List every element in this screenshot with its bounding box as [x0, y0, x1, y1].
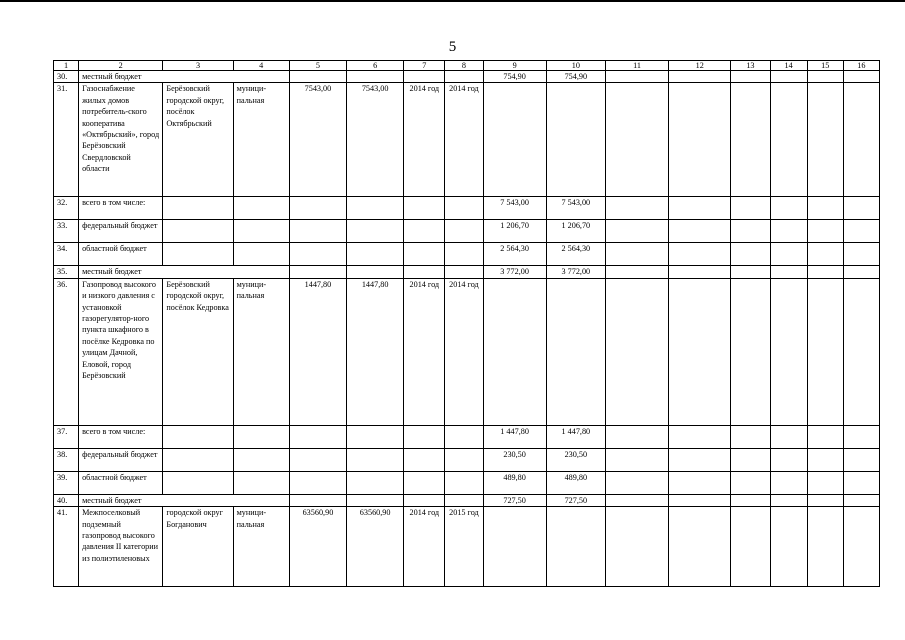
empty-cell: [807, 278, 843, 425]
cell-col6: 1447,80: [347, 278, 404, 425]
cell-col9: 1 206,70: [483, 220, 546, 243]
column-header: 15: [807, 61, 843, 71]
table-row: [54, 425, 880, 448]
empty-cell: [669, 471, 731, 494]
empty-cell: [669, 507, 731, 587]
cell-col9: 3 772,00: [483, 266, 546, 278]
column-header: 12: [669, 61, 731, 71]
row-place: [163, 243, 233, 266]
empty-cell: [807, 425, 843, 448]
cell-col10: 3 772,00: [546, 266, 605, 278]
row-ownership: [233, 197, 289, 220]
cell-col7: [404, 220, 445, 243]
cell-col5: 1447,80: [289, 278, 346, 425]
cell-col8: [445, 71, 483, 83]
empty-cell: [731, 266, 770, 278]
row-ownership: муници-пальная: [233, 83, 289, 197]
row-number: 34.: [54, 243, 79, 266]
empty-cell: [770, 425, 807, 448]
row-number: 40.: [54, 494, 79, 506]
cell-col8: [445, 494, 483, 506]
row-ownership: муници-пальная: [233, 278, 289, 425]
cell-col10: 230,50: [546, 448, 605, 471]
cell-col8: [445, 448, 483, 471]
empty-cell: [731, 448, 770, 471]
empty-cell: [770, 83, 807, 197]
empty-cell: [669, 266, 731, 278]
empty-cell: [605, 494, 668, 506]
row-ownership: [233, 425, 289, 448]
top-border-line: [0, 0, 905, 2]
empty-cell: [843, 494, 879, 506]
cell-col7: [404, 197, 445, 220]
cell-col6: [347, 494, 404, 506]
cell-col6: [347, 71, 404, 83]
empty-cell: [770, 448, 807, 471]
cell-col7: 2014 год: [404, 83, 445, 197]
cell-col7: [404, 425, 445, 448]
cell-col9: 7 543,00: [483, 197, 546, 220]
table-row: [54, 243, 880, 266]
empty-cell: [770, 197, 807, 220]
cell-col9: 1 447,80: [483, 425, 546, 448]
cell-col5: 63560,90: [289, 507, 346, 587]
empty-cell: [770, 71, 807, 83]
row-number: 37.: [54, 425, 79, 448]
cell-col7: [404, 471, 445, 494]
row-ownership: [233, 243, 289, 266]
row-number: 39.: [54, 471, 79, 494]
page-number: 5: [448, 39, 457, 55]
cell-col10: 489,80: [546, 471, 605, 494]
cell-col5: [289, 448, 346, 471]
row-number: 33.: [54, 220, 79, 243]
empty-cell: [605, 448, 668, 471]
row-name: Межпоселковый подземный газопровод высокого давления II категории из полиэтиленовых: [79, 507, 163, 587]
row-name: областной бюджет: [79, 471, 163, 494]
cell-col7: 2014 год: [404, 278, 445, 425]
cell-col5: [289, 471, 346, 494]
empty-cell: [605, 220, 668, 243]
empty-cell: [807, 197, 843, 220]
cell-col5: [289, 71, 346, 83]
empty-cell: [807, 494, 843, 506]
table-row: [54, 83, 880, 197]
cell-col5: [289, 197, 346, 220]
cell-col6: [347, 197, 404, 220]
column-header: 7: [404, 61, 445, 71]
empty-cell: [770, 471, 807, 494]
empty-cell: [605, 266, 668, 278]
empty-cell: [731, 220, 770, 243]
table-row: [54, 71, 880, 83]
column-header: 9: [483, 61, 546, 71]
cell-col8: 2014 год: [445, 278, 483, 425]
cell-col10: 1 206,70: [546, 220, 605, 243]
row-number: 41.: [54, 507, 79, 587]
column-header: 14: [770, 61, 807, 71]
empty-cell: [843, 507, 879, 587]
empty-cell: [605, 71, 668, 83]
row-number: 30.: [54, 71, 79, 83]
cell-col10: [546, 278, 605, 425]
empty-cell: [843, 243, 879, 266]
cell-col8: [445, 220, 483, 243]
empty-cell: [770, 494, 807, 506]
row-name: областной бюджет: [79, 243, 163, 266]
empty-cell: [605, 278, 668, 425]
cell-col8: [445, 266, 483, 278]
cell-col9: [483, 83, 546, 197]
empty-cell: [731, 425, 770, 448]
cell-col10: 727,50: [546, 494, 605, 506]
cell-col10: 2 564,30: [546, 243, 605, 266]
row-place: Берёзовский городской округ, посёлок Октябрьский: [163, 83, 233, 197]
empty-cell: [770, 243, 807, 266]
table-row: [54, 220, 880, 243]
cell-col8: [445, 243, 483, 266]
row-place: [163, 220, 233, 243]
column-header: 4: [233, 61, 289, 71]
empty-cell: [669, 494, 731, 506]
empty-cell: [731, 243, 770, 266]
table-row: [54, 266, 880, 278]
budget-table: [53, 60, 880, 587]
cell-col7: [404, 243, 445, 266]
cell-col8: 2014 год: [445, 83, 483, 197]
table-row: [54, 494, 880, 506]
cell-col5: [289, 220, 346, 243]
cell-col9: 754,90: [483, 71, 546, 83]
column-header: 8: [445, 61, 483, 71]
row-name: местный бюджет: [79, 494, 290, 506]
row-number: 36.: [54, 278, 79, 425]
empty-cell: [770, 278, 807, 425]
cell-col6: [347, 243, 404, 266]
row-place: Берёзовский городской округ, посёлок Кедровка: [163, 278, 233, 425]
empty-cell: [731, 471, 770, 494]
column-header: 16: [843, 61, 879, 71]
table-row: [54, 448, 880, 471]
empty-cell: [669, 220, 731, 243]
cell-col5: 7543,00: [289, 83, 346, 197]
column-header: 1: [54, 61, 79, 71]
row-ownership: [233, 220, 289, 243]
empty-cell: [605, 471, 668, 494]
cell-col9: [483, 278, 546, 425]
empty-cell: [843, 83, 879, 197]
empty-cell: [605, 507, 668, 587]
empty-cell: [669, 71, 731, 83]
column-header: 2: [79, 61, 163, 71]
cell-col5: [289, 243, 346, 266]
empty-cell: [807, 83, 843, 197]
empty-cell: [731, 494, 770, 506]
row-number: 38.: [54, 448, 79, 471]
cell-col7: [404, 494, 445, 506]
empty-cell: [731, 71, 770, 83]
cell-col6: [347, 425, 404, 448]
table-row: [54, 507, 880, 587]
empty-cell: [605, 83, 668, 197]
cell-col10: [546, 507, 605, 587]
empty-cell: [843, 471, 879, 494]
cell-col9: 727,50: [483, 494, 546, 506]
cell-col10: 754,90: [546, 71, 605, 83]
table-row: [54, 278, 880, 425]
row-number: 31.: [54, 83, 79, 197]
column-header: 10: [546, 61, 605, 71]
empty-cell: [731, 197, 770, 220]
empty-cell: [843, 71, 879, 83]
empty-cell: [770, 220, 807, 243]
empty-cell: [770, 507, 807, 587]
empty-cell: [605, 197, 668, 220]
row-place: [163, 448, 233, 471]
row-number: 35.: [54, 266, 79, 278]
cell-col6: 63560,90: [347, 507, 404, 587]
empty-cell: [807, 507, 843, 587]
empty-cell: [807, 71, 843, 83]
row-ownership: [233, 448, 289, 471]
cell-col10: 7 543,00: [546, 197, 605, 220]
empty-cell: [669, 197, 731, 220]
table-row: [54, 471, 880, 494]
empty-cell: [843, 448, 879, 471]
row-name: всего в том числе:: [79, 197, 163, 220]
row-name: федеральный бюджет: [79, 448, 163, 471]
row-name: всего в том числе:: [79, 425, 163, 448]
empty-cell: [807, 220, 843, 243]
cell-col6: [347, 220, 404, 243]
empty-cell: [669, 243, 731, 266]
column-header: 13: [731, 61, 770, 71]
cell-col7: [404, 71, 445, 83]
cell-col7: [404, 448, 445, 471]
cell-col8: [445, 471, 483, 494]
cell-col8: [445, 197, 483, 220]
row-name: местный бюджет: [79, 266, 290, 278]
cell-col9: [483, 507, 546, 587]
column-header: 11: [605, 61, 668, 71]
empty-cell: [807, 243, 843, 266]
cell-col10: 1 447,80: [546, 425, 605, 448]
row-name: Газоснабжение жилых домов потребитель-ского кооператива «Октябрьский», город Берёзовский Свердловской области: [79, 83, 163, 197]
empty-cell: [605, 425, 668, 448]
cell-col6: [347, 471, 404, 494]
cell-col8: [445, 425, 483, 448]
row-ownership: муници-пальная: [233, 507, 289, 587]
cell-col7: 2014 год: [404, 507, 445, 587]
table-row: [54, 197, 880, 220]
row-name: Газопровод высокого и низкого давления с установкой газорегулятор-ного пункта шкафного в посёлке Кедровка по улицам Дачной, Еловой, город Берёзовский: [79, 278, 163, 425]
cell-col8: 2015 год: [445, 507, 483, 587]
cell-col9: 489,80: [483, 471, 546, 494]
cell-col6: [347, 448, 404, 471]
cell-col5: [289, 494, 346, 506]
cell-col5: [289, 266, 346, 278]
empty-cell: [843, 425, 879, 448]
empty-cell: [731, 83, 770, 197]
empty-cell: [731, 507, 770, 587]
cell-col9: 2 564,30: [483, 243, 546, 266]
column-header: 5: [289, 61, 346, 71]
empty-cell: [731, 278, 770, 425]
empty-cell: [843, 197, 879, 220]
empty-cell: [669, 448, 731, 471]
row-place: [163, 197, 233, 220]
cell-col10: [546, 83, 605, 197]
cell-col6: 7543,00: [347, 83, 404, 197]
row-place: [163, 425, 233, 448]
empty-cell: [843, 278, 879, 425]
cell-col5: [289, 425, 346, 448]
empty-cell: [843, 266, 879, 278]
empty-cell: [807, 471, 843, 494]
column-header: 6: [347, 61, 404, 71]
empty-cell: [843, 220, 879, 243]
cell-col9: 230,50: [483, 448, 546, 471]
cell-col6: [347, 266, 404, 278]
empty-cell: [669, 83, 731, 197]
empty-cell: [605, 243, 668, 266]
column-number-row: [54, 61, 880, 71]
row-name: федеральный бюджет: [79, 220, 163, 243]
empty-cell: [770, 266, 807, 278]
cell-col7: [404, 266, 445, 278]
empty-cell: [807, 448, 843, 471]
row-number: 32.: [54, 197, 79, 220]
empty-cell: [669, 278, 731, 425]
empty-cell: [669, 425, 731, 448]
column-header: 3: [163, 61, 233, 71]
row-ownership: [233, 471, 289, 494]
row-place: городской округ Богданович: [163, 507, 233, 587]
row-name: местный бюджет: [79, 71, 290, 83]
empty-cell: [807, 266, 843, 278]
row-place: [163, 471, 233, 494]
